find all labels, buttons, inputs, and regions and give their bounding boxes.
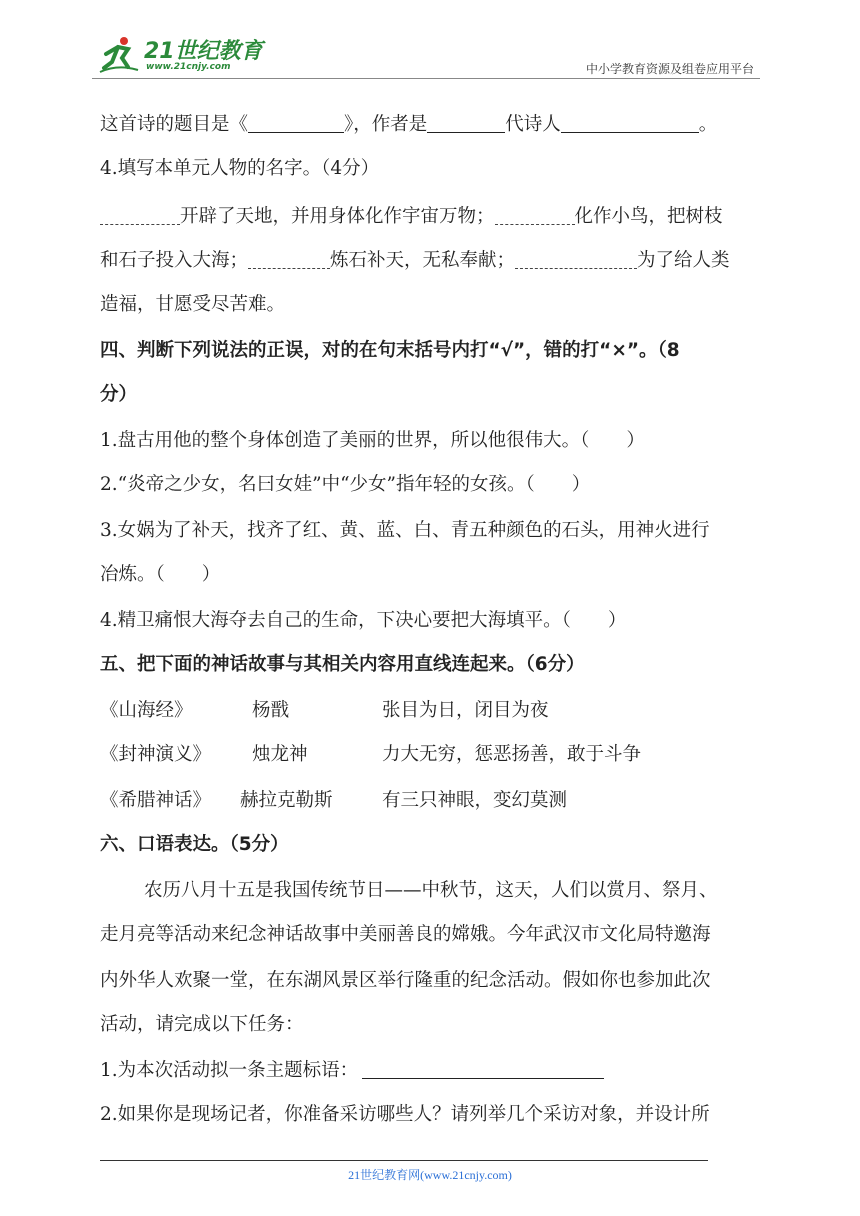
poem-question-line [100, 110, 717, 136]
judge-item-2: 2.“炎帝之少女，名曰女娃”中“少女”指年轻的女孩。（ ） [100, 474, 591, 495]
logo [92, 30, 272, 78]
matching-desc: 力大无穷，惩恶扬善，敢于斗争 [382, 744, 642, 765]
section-5-title: 五、把下面的神话故事与其相关内容用直线连起来。（6分） [100, 654, 585, 675]
judge-item-1: 1.盘古用他的整个身体创造了美丽的世界，所以他很伟大。（ ） [100, 430, 645, 451]
blank-name-2[interactable] [495, 206, 575, 225]
platform-label: 中小学教育资源及组卷应用平台 [585, 62, 754, 76]
task-1 [100, 1056, 604, 1082]
text: 1.为本次活动拟一条主题标语： [100, 1060, 359, 1081]
matching-book: 《希腊神话》 [100, 790, 212, 811]
section-6-title: 六、口语表达。（5分） [100, 834, 289, 855]
matching-desc: 有三只神眼，变幻莫测 [382, 790, 568, 811]
section-4-title: 四、判断下列说法的正误，对的在句末括号内打“√”，错的打“×”。（8 [100, 340, 680, 361]
page-header [92, 30, 760, 80]
text: 开辟了天地，并用身体化作宇宙万物； [180, 206, 495, 227]
blank-name-4[interactable] [515, 250, 637, 269]
blank-name-3[interactable] [248, 250, 330, 269]
text: 化作小鸟，把树枝 [574, 206, 723, 227]
q4-line-1 [100, 202, 723, 228]
blank-dynasty[interactable] [561, 114, 699, 133]
text: 为了给人类 [637, 250, 730, 271]
q4-line-3: 造福，甘愿受尽苦难。 [100, 294, 286, 315]
section-4-title-cont: 分） [100, 384, 138, 405]
matching-desc: 张目为日，闭目为夜 [382, 700, 549, 721]
header-divider [92, 78, 760, 79]
matching-name: 烛龙神 [252, 744, 308, 765]
text: 这首诗的题目是《 [100, 114, 249, 135]
paragraph-line: 活动，请完成以下任务： [100, 1014, 304, 1035]
paragraph-line: 内外华人欢聚一堂，在东湖风景区举行隆重的纪念活动。假如你也参加此次 [100, 970, 711, 991]
judge-item-4: 4.精卫痛恨大海夺去自己的生命，下决心要把大海填平。（ ） [100, 610, 627, 631]
paragraph-line: 走月亮等活动来纪念神话故事中美丽善良的嫦娥。今年武汉市文化局特邀海 [100, 924, 711, 945]
blank-author[interactable] [427, 114, 505, 133]
matching-book: 《山海经》 [100, 700, 193, 721]
text: 和石子投入大海； [100, 250, 249, 271]
judge-item-3-cont: 冶炼。（ ） [100, 564, 221, 585]
logo-url: www.21cnjy.com [146, 62, 231, 72]
blank-title[interactable] [248, 114, 344, 133]
logo-text: 21世纪教育 [144, 39, 263, 64]
question-4: 4.填写本单元人物的名字。（4分） [100, 158, 380, 179]
matching-book: 《封神演义》 [100, 744, 212, 765]
q4-line-2 [100, 246, 730, 272]
runner-logo-icon [98, 34, 140, 74]
paragraph-line: 农历八月十五是我国传统节日——中秋节，这天，人们以赏月、祭月、 [144, 880, 718, 901]
judge-item-3: 3.女娲为了补天，找齐了红、黄、蓝、白、青五种颜色的石头，用神火进行 [100, 520, 710, 541]
blank-slogan[interactable] [362, 1060, 604, 1079]
text: 。 [698, 114, 718, 135]
text: 炼石补天，无私奉献； [330, 250, 516, 271]
footer-text: 21世纪教育网(www.21cnjy.com) [348, 1168, 512, 1182]
text: 代诗人 [505, 114, 561, 135]
task-2: 2.如果你是现场记者，你准备采访哪些人？请列举几个采访对象，并设计所 [100, 1104, 710, 1125]
blank-name-1[interactable] [100, 206, 180, 225]
text: 》，作者是 [344, 114, 428, 135]
footer-divider [100, 1160, 708, 1161]
matching-name: 杨戬 [252, 700, 290, 721]
matching-name: 赫拉克勒斯 [240, 790, 333, 811]
